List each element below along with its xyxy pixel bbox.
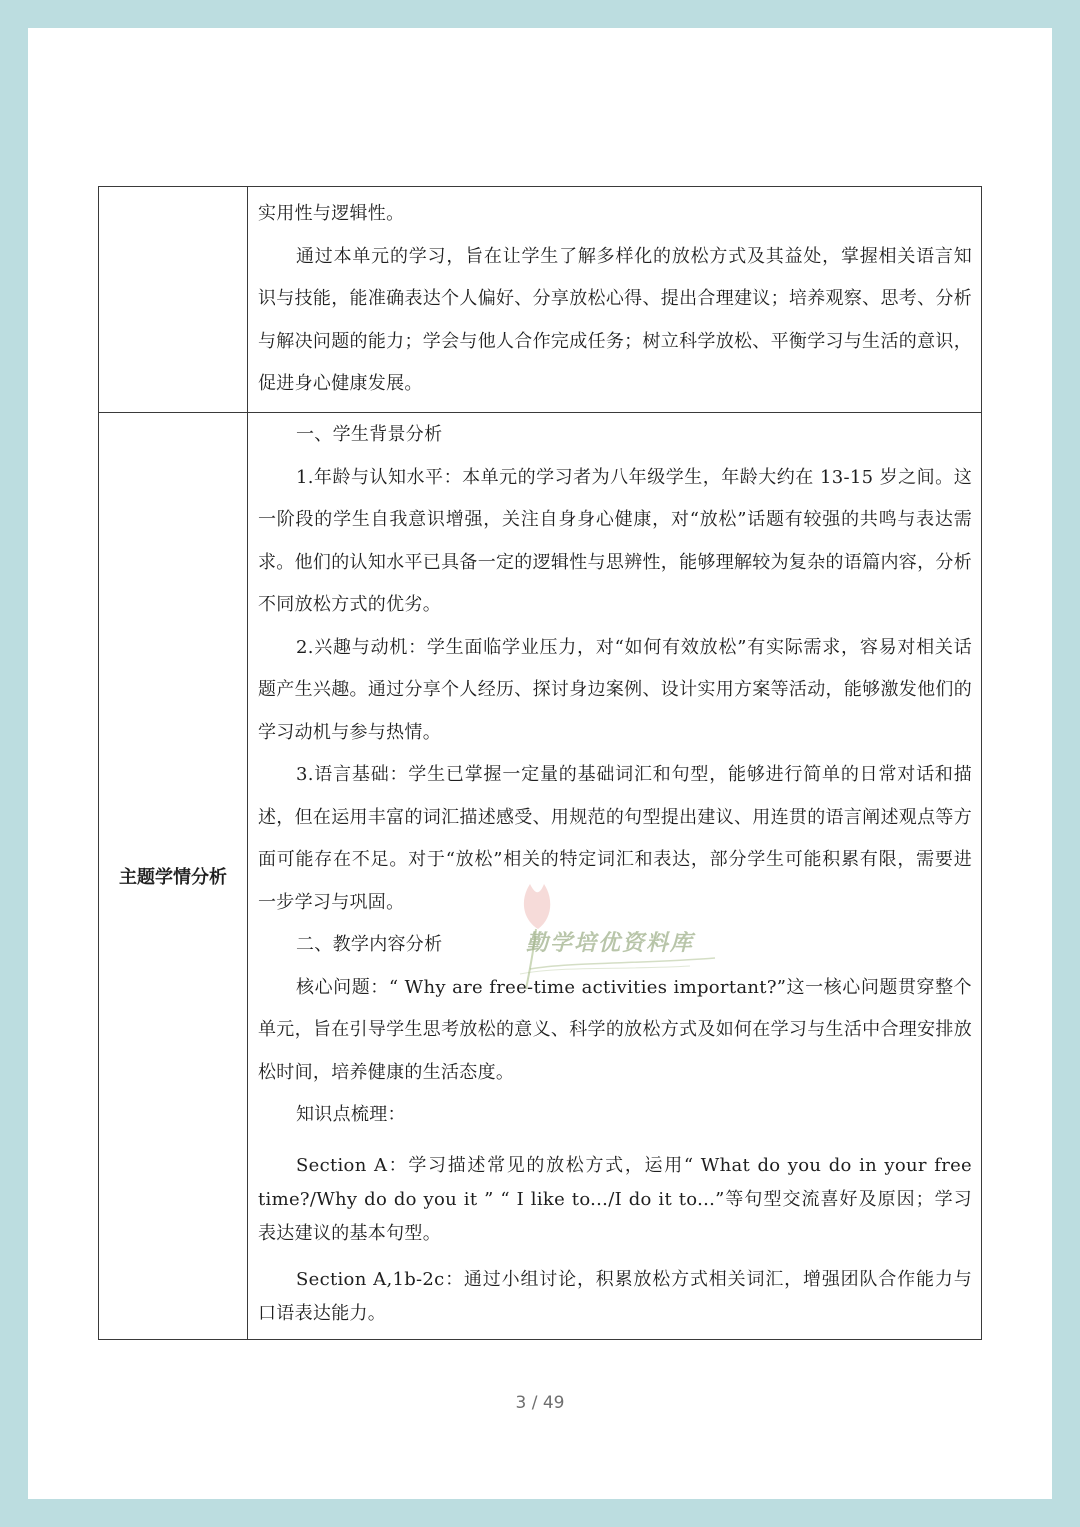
paragraph: Section A,1b-2c：通过小组讨论，积累放松方式相关词汇，增强团队合作能力与口语表达能力。 (258, 1268, 972, 1324)
sub-heading: 知识点梳理： (296, 1104, 406, 1125)
paragraph: Section A：学习描述常见的放松方式，运用“ What do you do in your free time?/Why do do you it ” “ I like to.../I do it to...”等句型交流喜好及原因；学习表达建议的基本句型。 (258, 1154, 972, 1244)
paragraph: 1.年龄与认知水平：本单元的学习者为八年级学生，年龄大约在 13-15 岁之间。这一阶段的学生自我意识增强，关注自身身心健康，对“放松”话题有较强的共鸣与表达需求。他们的认知水平已具备一定的逻辑性与思辨性，能够理解较为复杂的语篇内容，分析不同放松方式的优劣。 (258, 466, 972, 615)
section-heading: 二、教学内容分析 (296, 934, 443, 955)
document-page (28, 28, 1052, 1499)
paragraph: 实用性与逻辑性。 (258, 203, 405, 224)
row-content (248, 187, 982, 413)
table-row (99, 187, 982, 413)
row-label-empty (99, 187, 248, 413)
content-table (98, 186, 982, 1340)
row-content (248, 413, 982, 1340)
watermark-text: 勤学培优资料库 (526, 931, 695, 956)
page-number: 3 / 49 (515, 1393, 565, 1413)
paragraph: 核心问题：“ Why are free-time activities important?”这一核心问题贯穿整个单元，旨在引导学生思考放松的意义、科学的放松方式及如何在学习与生活中合理安排放松时间，培养健康的生活态度。 (258, 976, 972, 1083)
table-row (99, 413, 982, 1340)
paragraph: 2.兴趣与动机：学生面临学业压力，对“如何有效放松”有实际需求，容易对相关话题产生兴趣。通过分享个人经历、探讨身边案例、设计实用方案等活动，能够激发他们的学习动机与参与热情。 (258, 636, 972, 743)
row-label: 主题学情分析 (99, 413, 248, 1340)
paragraph: 3.语言基础：学生已掌握一定量的基础词汇和句型，能够进行简单的日常对话和描述，但在运用丰富的词汇描述感受、用规范的句型提出建议、用连贯的语言阐述观点等方面可能存在不足。对于“放松”相关的特定词汇和表达，部分学生可能积累有限，需要进一步学习与巩固。 (258, 764, 972, 913)
section-heading: 一、学生背景分析 (296, 424, 443, 445)
paragraph: 通过本单元的学习，旨在让学生了解多样化的放松方式及其益处，掌握相关语言知识与技能，能准确表达个人偏好、分享放松心得、提出合理建议；培养观察、思考、分析与解决问题的能力；学会与他人合作完成任务；树立科学放松、平衡学习与生活的意识，促进身心健康发展。 (258, 245, 972, 394)
